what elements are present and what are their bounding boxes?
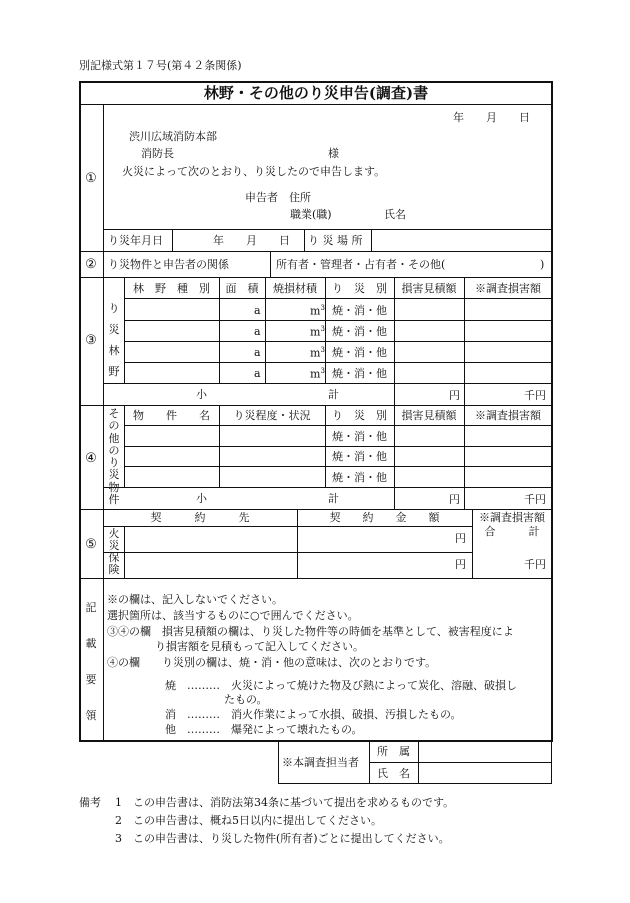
section-5-number: ⑤ <box>85 537 97 552</box>
remarks-item-1: 1 この申告書は、消防法第34条に基づいて提出を求めるものです。 <box>115 796 455 809</box>
s3-row1-burn: 焼・消・他 <box>332 304 387 317</box>
fire-place-label: り 災 場 所 <box>308 234 363 247</box>
section-1-number: ① <box>85 171 97 186</box>
s3-header-survey: ※調査損害額 <box>475 282 541 295</box>
s3-row2-unit-volume: $m^3$ <box>310 325 325 339</box>
s5-row2-yen: 円 <box>455 558 466 571</box>
notes-line-6: 焼 ……… 火災によって焼けた物及び熱によって炭化、溶融、破損し <box>165 679 517 692</box>
s5-header-survey: ※調査損害額 <box>479 511 545 524</box>
s3-row3-unit-volume: $m^3$ <box>310 346 325 360</box>
fire-date-label: り災年月日 <box>108 234 163 247</box>
s5-header-amount: 契 約 金 額 <box>329 511 440 524</box>
s3-subtotal-senyen: 千円 <box>524 389 546 402</box>
applicant-name-label: 氏名 <box>384 208 406 221</box>
s3-row3-burn: 焼・消・他 <box>332 346 387 359</box>
s3-row4-burn: 焼・消・他 <box>332 367 387 380</box>
notes-line-7: 消 ……… 消火作業によって水損、破損、汚損したもの。 <box>165 708 462 721</box>
notes-line-3: ③④の欄 損害見積額の欄は、り災した物件等の時価を基準として、被害程度によ <box>107 625 514 638</box>
relation-close-paren: ) <box>540 258 545 271</box>
notes-line-2: 選択箇所は、該当するものに○で囲んでください。 <box>107 609 359 622</box>
notes-side-1: 記 <box>85 601 97 614</box>
notes-line-8: 他 ……… 爆発によって壊れたもの。 <box>165 723 363 736</box>
recipient-title: 消防長 <box>141 147 174 160</box>
s3-subtotal-label: 小 計 <box>196 388 339 401</box>
s3-row2-burn: 焼・消・他 <box>332 325 387 338</box>
s4-header-estimate: 損害見積額 <box>401 409 457 422</box>
section-2-number: ② <box>85 257 97 272</box>
s3-row3-unit-area: a <box>254 346 261 359</box>
s3-row1-unit-area: a <box>254 304 261 317</box>
s3-row2-unit-area: a <box>254 325 261 338</box>
section-4-side-label: その他のり災物件 <box>108 407 120 507</box>
s5-header-total: 合 計 <box>484 525 540 538</box>
s4-header-survey: ※調査損害額 <box>475 409 541 422</box>
remarks-item-3: 3 この申告書は、り災した物件(所有者)ごとに提出してください。 <box>115 832 450 845</box>
s5-header-contractor: 契 約 先 <box>150 511 250 524</box>
section-5-side-label: 火災保険 <box>108 527 120 576</box>
form-number: 別記様式第１７号(第４２条関係) <box>79 59 242 72</box>
s4-subtotal-senyen: 千円 <box>524 493 546 506</box>
s4-row3-burn: 焼・消・他 <box>332 471 387 484</box>
form-title: 林野・その他のり災申告(調査)書 <box>203 84 429 102</box>
notes-side-4: 領 <box>85 709 97 722</box>
notes-line-4: り損害額を見積もって記入してください。 <box>155 640 364 653</box>
s3-header-estimate: 損害見積額 <box>401 282 457 295</box>
s4-row2-burn: 焼・消・他 <box>332 450 387 463</box>
s3-row4-unit-area: a <box>254 367 261 380</box>
applicant-address-label: 申告者 住所 <box>245 191 311 204</box>
declaration-text: 火災によって次のとおり、り災したので申告します。 <box>122 165 386 178</box>
notes-line-5: ④の欄 り災別の欄は、焼・消・他の意味は、次のとおりです。 <box>107 656 437 669</box>
s5-total-senyen: 千円 <box>524 558 546 571</box>
s3-header-type: 林 野 種 別 <box>133 282 210 295</box>
officer-label: ※本調査担当者 <box>282 756 359 769</box>
officer-name-label: 氏 名 <box>377 767 410 780</box>
notes-side-2: 載 <box>85 637 97 650</box>
remarks-label: 備考 <box>79 796 101 809</box>
fire-date-value: 年 月 日 <box>213 234 290 247</box>
applicant-occupation-label: 職業(職) <box>290 208 332 221</box>
notes-line-6b: たもの。 <box>224 693 268 706</box>
remarks-item-2: 2 この申告書は、概ね5日以内に提出してください。 <box>115 814 382 827</box>
s4-subtotal-label: 小 計 <box>196 492 339 505</box>
relation-label: り災物件と申告者の関係 <box>108 258 229 271</box>
recipient-honorific: 様 <box>328 147 339 160</box>
s4-header-condition: り災程度・状況 <box>233 409 311 422</box>
section-4-number: ④ <box>85 451 97 466</box>
s3-subtotal-yen: 円 <box>449 389 460 402</box>
s3-header-damage-type: り 災 別 <box>332 282 387 295</box>
s4-row1-burn: 焼・消・他 <box>332 430 387 443</box>
submission-date: 年 月 日 <box>453 111 530 124</box>
relation-options: 所有者・管理者・占有者・その他( <box>276 258 446 271</box>
s5-row1-yen: 円 <box>455 532 466 545</box>
s4-subtotal-yen: 円 <box>449 493 460 506</box>
s4-header-item: 物 件 名 <box>133 409 210 422</box>
s4-header-damage-type: り 災 別 <box>332 409 387 422</box>
notes-side-3: 要 <box>85 673 97 686</box>
s3-header-area: 面 積 <box>225 282 259 295</box>
s3-header-volume: 焼損材積 <box>273 282 317 295</box>
s3-row4-unit-volume: $m^3$ <box>310 367 325 381</box>
section-3-side-label: り災林野 <box>108 302 120 378</box>
notes-line-1: ※の欄は、記入しないでください。 <box>107 593 283 606</box>
s3-row1-unit-volume: $m^3$ <box>310 304 325 318</box>
officer-dept-label: 所 属 <box>377 745 410 758</box>
section-3-number: ③ <box>85 333 97 348</box>
recipient-org: 渋川広域消防本部 <box>129 130 217 143</box>
